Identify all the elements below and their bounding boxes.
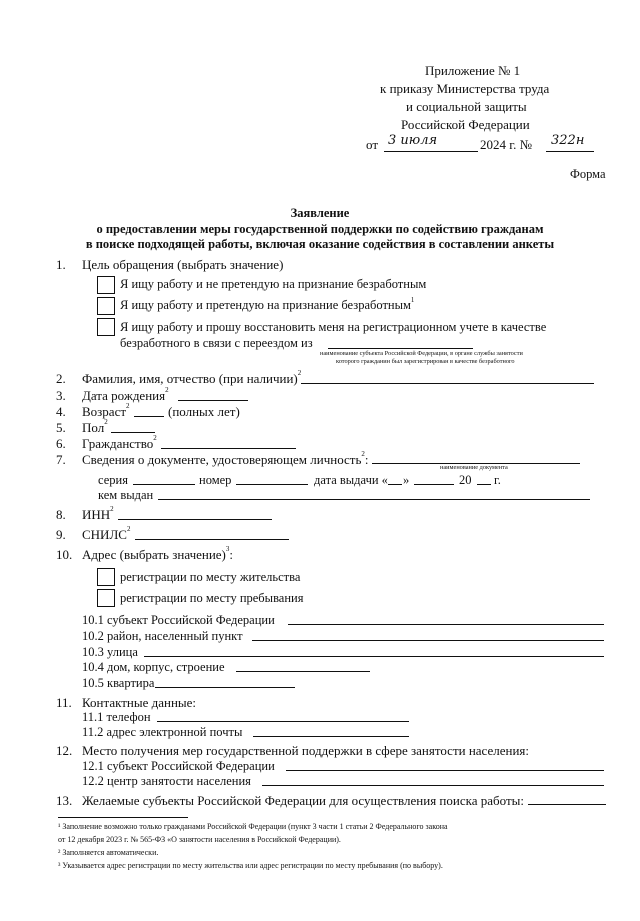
issue-month-field[interactable]	[414, 484, 454, 485]
number-handwritten: 322н	[551, 133, 585, 148]
subject-field[interactable]	[288, 624, 604, 625]
option-stay: регистрации по месту пребывания	[120, 591, 304, 605]
issue-year-field[interactable]	[477, 484, 491, 485]
support-subject-label: 12.1 субъект Российской Федерации	[82, 759, 275, 773]
street-label: 10.3 улица	[82, 645, 138, 659]
employment-center-label: 12.2 центр занятости населения	[82, 774, 251, 788]
item-number: 5.	[56, 420, 66, 435]
order-line-3: Российской Федерации	[401, 117, 530, 132]
issue-year-prefix: 20	[459, 473, 472, 487]
series-label: серия	[98, 473, 128, 487]
order-line: к приказу Министерства труда	[380, 81, 550, 96]
phone-label: 11.1 телефон	[82, 710, 151, 724]
desired-regions-label: Желаемые субъекты Российской Федерации для осуществления поиска работы:	[82, 793, 524, 808]
issue-year-suffix: г.	[494, 473, 501, 487]
snils-label: СНИЛС$^2$	[82, 525, 131, 542]
purpose-label: Цель обращения (выбрать значение)	[82, 257, 284, 272]
issued-by-field[interactable]	[158, 499, 590, 500]
contacts-label: Контактные данные:	[82, 695, 197, 710]
item-number: 8.	[56, 507, 66, 522]
street-field[interactable]	[144, 656, 604, 657]
item-number: 3.	[56, 388, 66, 403]
citizenship-label: Гражданство$^2$	[82, 434, 157, 451]
support-place-label: Место получения мер государственной поддержки в сфере занятости населения:	[82, 743, 530, 758]
item-number: 4.	[56, 404, 66, 419]
item-number: 13.	[56, 793, 73, 808]
footnote-1: ¹ Заполнение возможно только гражданами Российской Федерации (пункт 3 части 1 статьи 2 Федерального закона	[58, 822, 448, 831]
age-suffix: (полных лет)	[168, 404, 240, 419]
option-unemployed: Я ищу работу и претендую на признание безработным$^1$	[120, 296, 415, 312]
inn-label: ИНН$^2$	[82, 505, 114, 522]
item-number: 2.	[56, 371, 66, 386]
sex-label: Пол$^2$	[82, 418, 108, 435]
date-prefix: от	[366, 137, 379, 152]
footnote-3: ³ Указывается адрес регистрации по месту жительства или адрес регистрации по месту пребывания (по выбору).	[58, 861, 443, 870]
fullname-label: Фамилия, имя, отчество (при наличии)$^2$	[82, 369, 302, 386]
checkbox-stay[interactable]	[97, 589, 115, 607]
option-restore-registration: Я ищу работу и прошу восстановить меня на регистрационном учете в качестве	[120, 320, 547, 334]
footnote-2: ² Заполняется автоматически.	[58, 848, 159, 857]
id-document-label: Сведения о документе, удостоверяющем личность$^2$:	[82, 450, 369, 467]
item-number: 11.	[56, 695, 72, 710]
item-number: 12.	[56, 743, 73, 758]
birthdate-label: Дата рождения$^2$	[82, 386, 169, 403]
snils-field[interactable]	[135, 539, 289, 540]
district-field[interactable]	[252, 640, 604, 641]
series-field[interactable]	[133, 484, 195, 485]
desired-regions-field[interactable]	[528, 804, 606, 805]
number-underline	[546, 151, 594, 152]
age-label: Возраст$^2$	[82, 402, 130, 419]
age-field[interactable]	[134, 416, 164, 417]
address-label: Адрес (выбрать значение)$^3$:	[82, 545, 234, 562]
fullname-field[interactable]	[301, 383, 594, 384]
issue-date-label: дата выдачи «	[314, 473, 388, 487]
order-line-2: и социальной защиты	[406, 99, 527, 114]
citizenship-field[interactable]	[161, 448, 296, 449]
checkbox-restore-registration[interactable]	[97, 318, 115, 336]
support-subject-field[interactable]	[286, 770, 604, 771]
house-field[interactable]	[236, 671, 370, 672]
birthdate-field[interactable]	[178, 400, 248, 401]
sex-field[interactable]	[111, 432, 155, 433]
form-label: Форма	[570, 167, 606, 181]
email-label: 11.2 адрес электронной почты	[82, 725, 243, 739]
district-label: 10.2 район, населенный пункт	[82, 629, 243, 643]
doc-number-field[interactable]	[236, 484, 308, 485]
item-number: 10.	[56, 547, 73, 562]
item-number: 9.	[56, 527, 66, 542]
doc-subtitle-2: в поиске подходящей работы, включая оказание содействия в составлении анкеты	[85, 237, 555, 251]
date-handwritten: 3 июля	[388, 133, 438, 148]
subject-label: 10.1 субъект Российской Федерации	[82, 613, 275, 627]
doc-subtitle-1: о предоставлении меры государственной поддержки по содействию гражданам	[96, 222, 544, 236]
checkbox-not-unemployed[interactable]	[97, 276, 115, 294]
item-number: 6.	[56, 436, 66, 451]
doc-number-label: номер	[199, 473, 232, 487]
apartment-field[interactable]	[155, 687, 295, 688]
footnote-1-cont: от 12 декабря 2023 г. № 565-ФЗ «О занятости населения в Российской Федерации).	[58, 835, 341, 844]
year-number-text: 2024 г. №	[480, 137, 533, 152]
checkbox-residence[interactable]	[97, 568, 115, 586]
item-number: 7.	[56, 452, 66, 467]
checkbox-unemployed[interactable]	[97, 297, 115, 315]
id-document-hint: наименование документа	[440, 464, 508, 471]
employment-center-field[interactable]	[262, 785, 604, 786]
date-underline	[384, 151, 478, 152]
region-hint-1: наименование субъекта Российской Федерации, в органе службы занятости	[320, 350, 523, 357]
doc-title: Заявление	[290, 206, 350, 220]
footnote-separator	[58, 817, 188, 818]
inn-field[interactable]	[118, 519, 272, 520]
house-label: 10.4 дом, корпус, строение	[82, 660, 225, 674]
phone-field[interactable]	[157, 721, 409, 722]
option-not-unemployed: Я ищу работу и не претендую на признание безработным	[120, 277, 427, 291]
region-hint-2: которого гражданин был зарегистрирован в качестве безработного	[336, 358, 515, 365]
relocation-region-field[interactable]	[328, 348, 473, 349]
email-field[interactable]	[253, 736, 409, 737]
appendix-title: Приложение № 1	[425, 63, 521, 78]
apartment-label: 10.5 квартира	[82, 676, 155, 690]
issue-quote-close: »	[403, 473, 410, 487]
issued-by-label: кем выдан	[98, 488, 154, 502]
issue-day-field[interactable]	[388, 484, 402, 485]
option-restore-registration-2: безработного в связи с переездом из	[120, 336, 313, 350]
option-residence: регистрации по месту жительства	[120, 570, 301, 584]
item-number: 1.	[56, 257, 66, 272]
